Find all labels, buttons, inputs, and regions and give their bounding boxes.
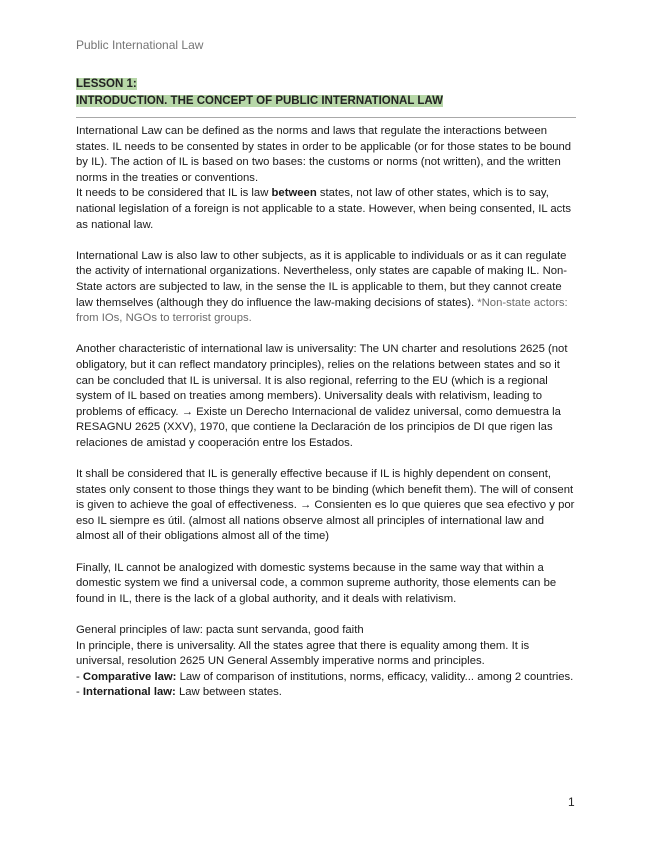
- bullet-text: Law between states.: [175, 686, 282, 699]
- bullet-term: International law:: [82, 686, 176, 699]
- list-item: [76, 670, 578, 686]
- document-body: [76, 124, 578, 701]
- lesson-number: LESSON 1:: [76, 78, 137, 90]
- paragraph-text: International Law is also law to other subjects, as it is applicable to individuals or as it can regulate the activity of international organizations. Nevertheless, only states are capable of making IL. Non-State actors are subjected to law, in the sense the IL is applicable to them, but they cannot create law themselves (although they do influence the law-making decisions of states).: [76, 249, 568, 309]
- non-state-actors-note: *Non-state actors: from IOs, NGOs to terrorist groups.: [76, 296, 568, 325]
- paragraph-between-states: [76, 186, 578, 233]
- emphasis-between: between: [271, 187, 317, 200]
- paragraph-general-principles: General principles of law: pacta sunt servanda, good faith: [76, 624, 364, 636]
- bullet-term: Comparative law:: [82, 670, 177, 683]
- paragraph-text: It needs to be considered that IL is law: [76, 187, 272, 200]
- heading-divider: [76, 117, 576, 118]
- paragraph-universality: Another characteristic of international law is universality: The UN charter and resolutions 2625 (not obligatory, but it can reflect mandatory principles), relies on the relations between states and so it can be concluded that IL is universal. It is also regional, referring to the EU (which is a regional system of IL based on treaties among members). Universality deals with relativism, leading to problems of efficacy. → Existe un Derecho Internacional de validez universal, como demuestra la RESAGNU 2625 (XXV), 1970, que contiene la Declaración de los principios de DI que rigen las relaciones de amistad y cooperación entre los Estados.: [76, 343, 568, 449]
- list-item: [76, 685, 578, 701]
- paragraph-text: states, not law of other states, which is to say, national legislation of a foreign is not applicable to a state. However, when being consented, IL acts as national law.: [76, 187, 572, 231]
- paragraph-other-subjects: [76, 249, 578, 327]
- page-number: 1: [568, 795, 575, 809]
- paragraph-equality: In principle, there is universality. All the states agree that there is equality among them. It is universal, resolution 2625 UN General Assembly imperative norms and principles.: [76, 639, 530, 668]
- bullet-prefix: -: [76, 670, 83, 683]
- lesson-title: INTRODUCTION. THE CONCEPT OF PUBLIC INTERNATIONAL LAW: [76, 95, 443, 107]
- paragraph-domestic-systems: Finally, IL cannot be analogized with domestic systems because in the same way that within a domestic system we find a universal code, a common supreme authority, those elements can be found in IL, there is the lack of a global authority, and it deals with relativism.: [76, 561, 557, 605]
- document-header: Public International Law: [76, 38, 204, 52]
- paragraph-effectiveness: It shall be considered that IL is generally effective because if IL is highly dependent on consent, states only consent to those things they want to be binding (which benefit them). The will of consent is given to achieve the goal of effectiveness. → Consienten es lo que quieres que sea efectivo y por eso IL siempre es útil. (almost all nations observe almost all principles of international law and almost all of their obligations almost all of the time): [76, 468, 575, 543]
- lesson-heading: [76, 76, 443, 110]
- bullet-prefix: -: [76, 686, 83, 699]
- paragraph-definition: International Law can be defined as the norms and laws that regulate the interactions between states. IL needs to be consented by states in order to be applicable (or for those states to be bound by IL). The action of IL is based on two bases: the customs or norms (not written), and the written norms in the treaties or conventions.: [76, 125, 572, 184]
- bullet-text: Law of comparison of institutions, norms, efficacy, validity... among 2 countries.: [176, 670, 574, 683]
